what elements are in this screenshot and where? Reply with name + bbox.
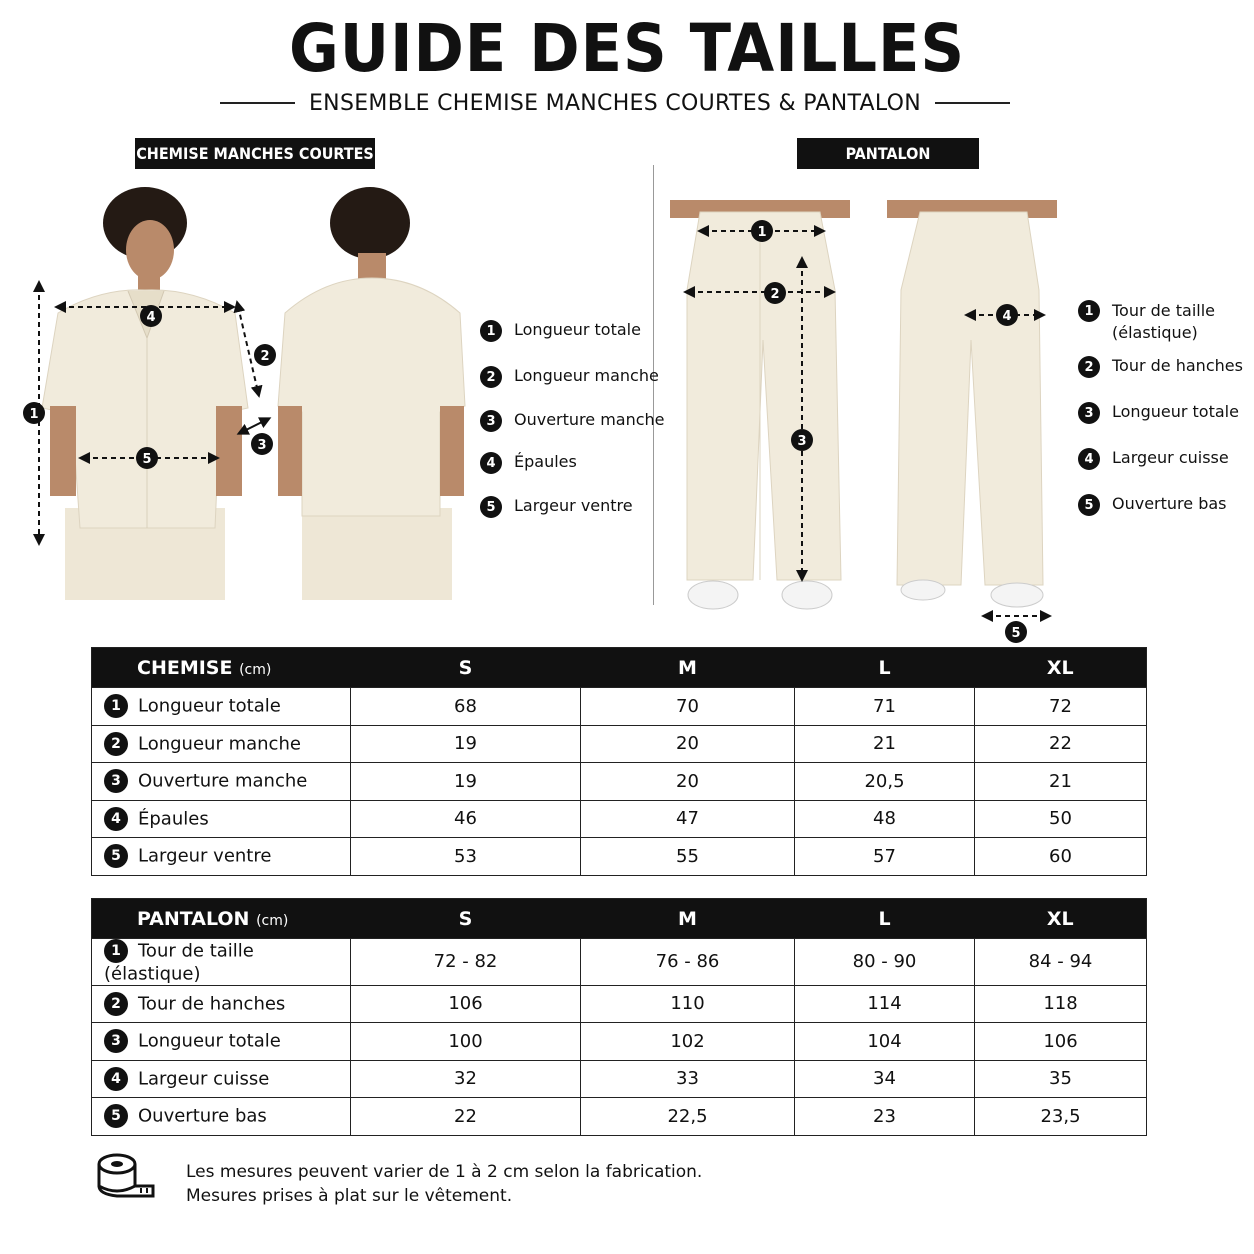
shirt-section-label: CHEMISE MANCHES COURTES: [135, 138, 375, 169]
number-badge: 4: [104, 1067, 128, 1091]
front-model-image: [42, 187, 248, 600]
legend-label: Tour de hanches: [1112, 356, 1243, 375]
size-value-cell: 34: [795, 1060, 975, 1098]
size-header: S: [351, 648, 581, 688]
row-label: Ouverture bas: [138, 1105, 267, 1127]
size-value-cell: 20: [581, 763, 795, 801]
back-model-image: [278, 187, 465, 600]
row-label-cell: [92, 1023, 351, 1061]
size-value-cell: 106: [351, 985, 581, 1023]
row-label: Largeur ventre: [138, 845, 272, 867]
number-badge: 5: [104, 1104, 128, 1128]
size-value-cell: 35: [975, 1060, 1147, 1098]
pants-marker-5: 5: [1011, 626, 1021, 641]
size-value-cell: 20: [581, 725, 795, 763]
legend-label-line1: Tour de taille: [1112, 301, 1215, 320]
table-row: [92, 838, 1147, 876]
legend-label: Épaules: [514, 452, 577, 471]
size-value-cell: 19: [351, 725, 581, 763]
size-value-cell: 114: [795, 985, 975, 1023]
row-label-cell: [92, 1098, 351, 1136]
number-badge: 3: [480, 410, 502, 432]
table-unit: (cm): [256, 912, 289, 929]
row-label-cell: [92, 800, 351, 838]
legend-label: Largeur ventre: [514, 496, 633, 515]
size-value-cell: 21: [975, 763, 1147, 801]
pants-legend-item: [1078, 300, 1215, 344]
pants-front-image: [670, 200, 850, 609]
table-row: [92, 800, 1147, 838]
subtitle-rule-right: [935, 102, 1010, 104]
pants-figure: [665, 200, 1065, 645]
table-row: [92, 1098, 1147, 1136]
table-row: [92, 1060, 1147, 1098]
row-label: Tour de taille (élastique): [104, 940, 254, 985]
tape-measure-icon: [97, 1150, 157, 1200]
size-value-cell: 23: [795, 1098, 975, 1136]
note-line-2: Mesures prises à plat sur le vêtement.: [186, 1186, 513, 1206]
row-label: Longueur totale: [138, 1030, 281, 1052]
row-label: Tour de hanches: [138, 993, 286, 1015]
size-value-cell: 50: [975, 800, 1147, 838]
size-value-cell: 110: [581, 985, 795, 1023]
number-badge: 5: [1078, 494, 1100, 516]
size-value-cell: 55: [581, 838, 795, 876]
shirt-legend-item: [480, 496, 633, 518]
shirt-size-table: [91, 647, 1147, 876]
measurement-note: [186, 1160, 702, 1208]
subtitle-row: [220, 88, 1010, 118]
shirt-legend-item: [480, 366, 659, 388]
row-label-cell: [92, 1060, 351, 1098]
size-value-cell: 84 - 94: [975, 939, 1147, 986]
size-value-cell: 53: [351, 838, 581, 876]
size-value-cell: 21: [795, 725, 975, 763]
number-badge: 5: [104, 844, 128, 868]
size-value-cell: 100: [351, 1023, 581, 1061]
legend-label: [1112, 300, 1215, 344]
size-value-cell: 20,5: [795, 763, 975, 801]
size-header: XL: [975, 648, 1147, 688]
row-label-cell: [92, 688, 351, 726]
number-badge: 4: [480, 452, 502, 474]
size-value-cell: 70: [581, 688, 795, 726]
number-badge: 2: [1078, 356, 1100, 378]
size-value-cell: 46: [351, 800, 581, 838]
table-row: [92, 1023, 1147, 1061]
table-title-text: PANTALON: [137, 907, 250, 930]
size-value-cell: 72 - 82: [351, 939, 581, 986]
size-value-cell: 104: [795, 1023, 975, 1061]
row-label-cell: [92, 763, 351, 801]
pants-marker-3: 3: [797, 434, 807, 449]
size-value-cell: 102: [581, 1023, 795, 1061]
size-value-cell: 72: [975, 688, 1147, 726]
legend-label: Largeur cuisse: [1112, 448, 1229, 467]
size-value-cell: 47: [581, 800, 795, 838]
subtitle-rule-left: [220, 102, 295, 104]
size-header: M: [581, 648, 795, 688]
row-label: Longueur totale: [138, 695, 281, 717]
legend-label: Ouverture bas: [1112, 494, 1227, 513]
size-header: M: [581, 899, 795, 939]
size-value-cell: 68: [351, 688, 581, 726]
number-badge: 5: [480, 496, 502, 518]
legend-label: Longueur totale: [1112, 402, 1239, 421]
pants-legend-item: [1078, 448, 1229, 470]
pants-section-label: PANTALON: [797, 138, 979, 169]
row-label-cell: [92, 725, 351, 763]
table-title-text: CHEMISE: [137, 656, 233, 679]
legend-label: Longueur totale: [514, 320, 641, 339]
size-value-cell: 33: [581, 1060, 795, 1098]
size-value-cell: 80 - 90: [795, 939, 975, 986]
table-header-row: [92, 648, 1147, 688]
pants-marker-4: 4: [1002, 309, 1012, 324]
shirt-figure: [20, 178, 480, 603]
size-header: S: [351, 899, 581, 939]
size-header: L: [795, 648, 975, 688]
pants-marker-1: 1: [757, 225, 767, 240]
shirt-legend-item: [480, 452, 577, 474]
shirt-marker-5: 5: [142, 452, 152, 467]
table-row: [92, 985, 1147, 1023]
pants-legend-item: [1078, 356, 1243, 378]
shirt-marker-1: 1: [29, 407, 39, 422]
table-row: [92, 763, 1147, 801]
pants-marker-2: 2: [770, 287, 780, 302]
number-badge: 1: [104, 694, 128, 718]
number-badge: 1: [104, 939, 128, 963]
row-label-cell: [92, 985, 351, 1023]
legend-label: Longueur manche: [514, 366, 659, 385]
number-badge: 1: [480, 320, 502, 342]
size-header: XL: [975, 899, 1147, 939]
row-label: Longueur manche: [138, 733, 301, 755]
page-title: GUIDE DES TAILLES: [288, 10, 966, 87]
number-badge: 1: [1078, 300, 1100, 322]
size-value-cell: 22,5: [581, 1098, 795, 1136]
size-value-cell: 57: [795, 838, 975, 876]
table-row: [92, 688, 1147, 726]
table-header-row: [92, 899, 1147, 939]
size-value-cell: 48: [795, 800, 975, 838]
legend-label: Ouverture manche: [514, 410, 665, 429]
number-badge: 3: [1078, 402, 1100, 424]
row-label: Largeur cuisse: [138, 1068, 270, 1090]
table-unit: (cm): [239, 661, 272, 678]
size-header: L: [795, 899, 975, 939]
size-value-cell: 22: [351, 1098, 581, 1136]
number-badge: 2: [480, 366, 502, 388]
shirt-legend-item: [480, 320, 641, 342]
size-value-cell: 106: [975, 1023, 1147, 1061]
size-value-cell: 22: [975, 725, 1147, 763]
shirt-marker-3: 3: [257, 438, 267, 453]
size-value-cell: 76 - 86: [581, 939, 795, 986]
size-value-cell: 60: [975, 838, 1147, 876]
number-badge: 3: [104, 769, 128, 793]
number-badge: 3: [104, 1029, 128, 1053]
table-row: [92, 939, 1147, 986]
shirt-marker-4: 4: [146, 310, 156, 325]
table-title: [92, 899, 351, 939]
size-value-cell: 71: [795, 688, 975, 726]
pants-back-image: [887, 200, 1057, 607]
pants-size-table: [91, 898, 1147, 1136]
shirt-legend-item: [480, 410, 665, 432]
page-subtitle: ENSEMBLE CHEMISE MANCHES COURTES & PANTALON: [308, 90, 922, 116]
size-value-cell: 118: [975, 985, 1147, 1023]
number-badge: 2: [104, 732, 128, 756]
row-label: Ouverture manche: [138, 770, 308, 792]
table-row: [92, 725, 1147, 763]
row-label-cell: [92, 838, 351, 876]
legend-label-line2: (élastique): [1112, 323, 1198, 342]
number-badge: 2: [104, 992, 128, 1016]
table-title: [92, 648, 351, 688]
row-label-cell: [92, 939, 351, 986]
note-line-1: Les mesures peuvent varier de 1 à 2 cm selon la fabrication.: [186, 1162, 703, 1182]
shirt-marker-2: 2: [260, 349, 270, 364]
pants-legend-item: [1078, 494, 1227, 516]
size-value-cell: 32: [351, 1060, 581, 1098]
size-value-cell: 23,5: [975, 1098, 1147, 1136]
number-badge: 4: [104, 807, 128, 831]
number-badge: 4: [1078, 448, 1100, 470]
size-value-cell: 19: [351, 763, 581, 801]
row-label: Épaules: [138, 808, 209, 830]
pants-legend-item: [1078, 402, 1239, 424]
